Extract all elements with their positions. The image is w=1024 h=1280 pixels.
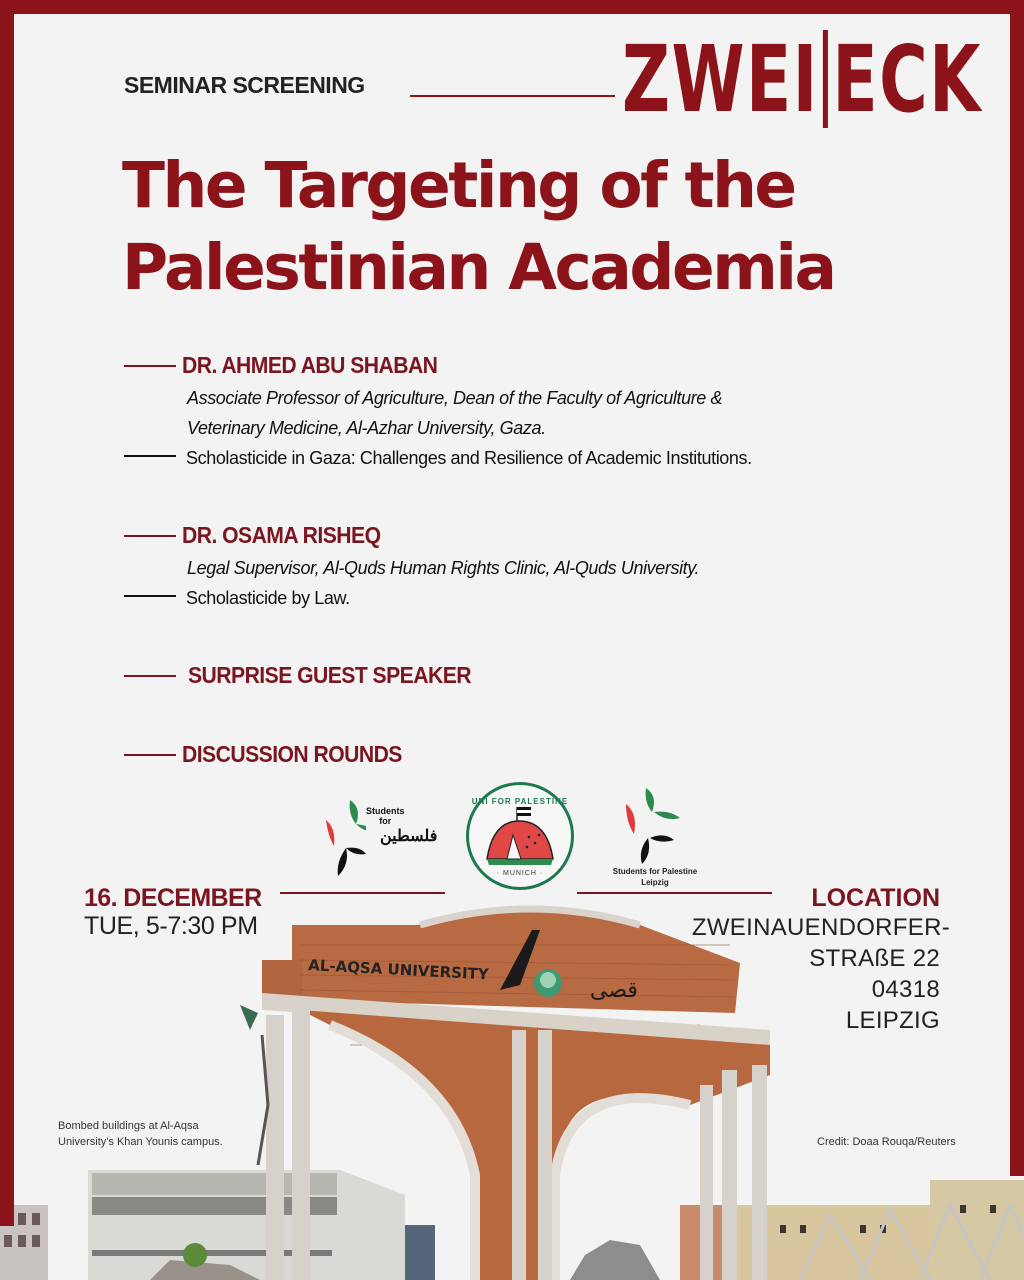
address-line: 04318: [871, 976, 940, 1003]
talk-title: Scholasticide in Gaza: Challenges and Resilience of Academic Institutions.: [186, 448, 752, 468]
speaker-name: DR. OSAMA RISHEQ: [182, 522, 381, 548]
bullet-rule: [124, 675, 176, 677]
divider: [280, 892, 445, 894]
bullet-rule: [124, 365, 176, 367]
logo-text: · MUNICH ·: [496, 870, 544, 877]
event-time: TUE, 5-7:30 PM: [84, 912, 258, 940]
zweieck-logo: [622, 28, 982, 132]
logo-text: Students for Palestine Leipzig: [612, 867, 698, 887]
bullet-rule: [124, 455, 176, 457]
speaker-role: Veterinary Medicine, Al-Azhar University, Gaza.: [187, 418, 546, 438]
photo-caption: Bombed buildings at Al-Aqsa University's Khan Younis campus.: [58, 1120, 223, 1148]
speaker-role: Associate Professor of Agriculture, Dean of the Faculty of Agriculture &: [187, 388, 723, 408]
speaker-name: DR. AHMED ABU SHABAN: [182, 352, 438, 378]
event-type-label: SEMINAR SCREENING: [124, 72, 365, 98]
bullet-rule: [124, 754, 176, 756]
item-label: SURPRISE GUEST SPEAKER: [188, 662, 471, 688]
leaf-emblem-icon: [600, 782, 710, 866]
brand-left: ZWEI: [622, 26, 819, 133]
svg-text:قصى: قصى: [590, 977, 638, 1002]
logo-arabic-text: فلسطين: [380, 828, 438, 845]
surprise-guest-item: [124, 662, 496, 689]
address-line: ZWEINAUENDORFER-: [691, 914, 950, 941]
brand-right: ECK: [832, 26, 982, 133]
speaker-role: Legal Supervisor, Al-Quds Human Rights Clinic, Al-Quds University.: [187, 558, 700, 578]
address-line: LEIPZIG: [845, 1007, 940, 1034]
bullet-rule: [124, 595, 176, 597]
logo-text: UNI FOR PALESTINE: [471, 797, 569, 806]
event-date: 16. DECEMBER: [84, 884, 262, 912]
page-title: [122, 145, 922, 309]
speaker-1: [124, 352, 752, 473]
bullet-rule: [124, 535, 176, 537]
event-date-block: [84, 884, 262, 940]
svg-text:AL-AQSA UNIVERSITY: AL-AQSA UNIVERSITY: [307, 956, 490, 984]
frame-border-left: [0, 0, 14, 1226]
speaker-2: [124, 522, 699, 613]
title-line-2: Palestinian Academia: [122, 231, 835, 304]
location-heading: LOCATION: [811, 884, 940, 912]
brand-divider: [823, 30, 828, 128]
divider: [410, 95, 615, 97]
address-line: STRAßE 22: [809, 945, 940, 972]
logo-text: Students for: [366, 806, 405, 826]
photo-credit: Credit: Doaa Rouqa/Reuters: [817, 1136, 956, 1148]
uni-for-palestine-munich-logo: [466, 782, 574, 890]
partner-logos: [300, 780, 720, 895]
talk-title: Scholasticide by Law.: [186, 588, 350, 608]
students-for-palestine-leipzig-logo: [600, 782, 710, 890]
location-block: [691, 884, 950, 1036]
students-for-palestine-munich-logo: [322, 798, 442, 878]
item-label: DISCUSSION ROUNDS: [182, 741, 402, 767]
title-line-1: The Targeting of the: [122, 149, 795, 222]
leaf-emblem-icon: [322, 798, 366, 878]
frame-border-top: [0, 0, 1024, 14]
discussion-rounds-item: [124, 741, 421, 768]
frame-border-right: [1010, 0, 1024, 1176]
